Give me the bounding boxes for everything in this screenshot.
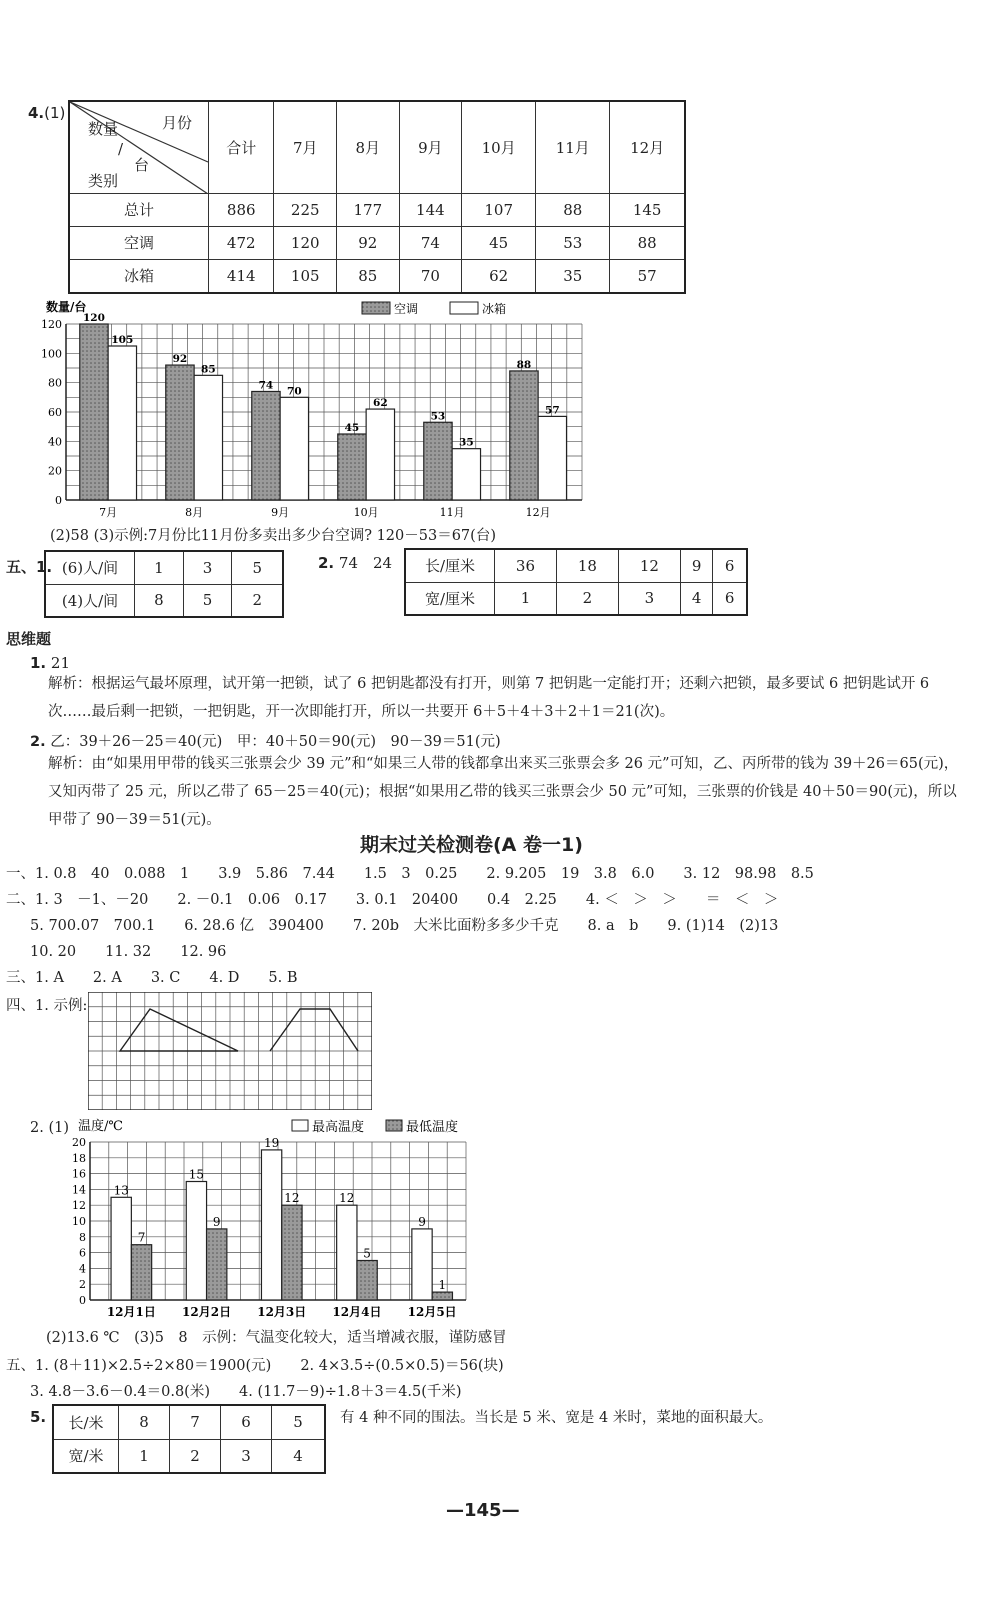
y-tick-label: 2 — [79, 1278, 86, 1292]
bar-value-label: 15 — [188, 1167, 205, 1182]
bar-value-label: 85 — [201, 363, 216, 376]
x-tick-label: 9月 — [271, 506, 290, 519]
y-tick-label: 4 — [79, 1262, 86, 1276]
header-month: 月份 — [162, 114, 193, 132]
cell: 1 — [495, 582, 557, 615]
cell: 107 — [462, 193, 536, 226]
header-qty: 数量 — [88, 120, 119, 138]
header-unit: 台 — [134, 156, 150, 174]
si2-label: 2. (1) — [30, 1120, 69, 1136]
bar-value-label: 74 — [258, 379, 274, 392]
legend-swatch-high — [292, 1120, 308, 1131]
month-header: 合计 — [209, 101, 274, 193]
month-header: 8月 — [337, 101, 400, 193]
siwei-q1-explanation: 解析：根据运气最坏原理，试开第一把锁，试了 6 把钥匙都没有打开，则第 7 把钥匙一定能打开；还剩六把锁，最多要试 6 把钥匙试开 6 次……最后剩一把锁，一把钥匙，开一次即能打开，所以一共要开 6＋5＋4＋3＋2＋1＝21(次)。 — [48, 676, 930, 720]
bar-value-label: 12 — [284, 1191, 300, 1206]
cell: 70 — [399, 259, 462, 293]
bar-value-label: 62 — [373, 397, 388, 410]
bar-空调 — [338, 434, 366, 500]
cell: 57 — [610, 259, 685, 293]
answers-er-2: 5. 700.07 700.1 6. 28.6 亿 390400 7. 20b 大米比面粉多多少千克 8. a b 9. (1)14 (2)13 — [30, 918, 779, 934]
y-axis-title: 温度/℃ — [78, 1119, 123, 1134]
bar-value-label: 7 — [137, 1230, 146, 1245]
cell: 88 — [536, 193, 610, 226]
bar-value-label: 88 — [516, 358, 532, 371]
legend-swatch-fridge — [450, 302, 478, 314]
y-tick-label: 60 — [48, 406, 62, 419]
bar-冰箱 — [280, 397, 308, 500]
y-tick-label: 18 — [72, 1151, 86, 1165]
header-slash: / — [118, 140, 124, 158]
bar-value-label: 12 — [339, 1191, 355, 1206]
bar-value-label: 9 — [212, 1214, 221, 1229]
temperature-bar-chart — [60, 1116, 480, 1326]
triangle-shape — [120, 1009, 238, 1051]
legend-label-high: 最高温度 — [312, 1120, 365, 1135]
x-tick-label: 12月1日 — [106, 1305, 156, 1319]
y-tick-label: 6 — [79, 1246, 86, 1260]
bar-value-label: 53 — [430, 410, 446, 423]
bar-冰箱 — [194, 375, 222, 500]
y-tick-label: 8 — [79, 1230, 86, 1244]
cell: 4 — [680, 582, 713, 615]
month-header: 12月 — [610, 101, 685, 193]
cell: 5 — [232, 551, 283, 584]
bar-空调 — [80, 324, 108, 500]
table-row — [45, 551, 283, 584]
row-label: (6)人/间 — [45, 551, 135, 584]
si1-label: 四、1. 示例: — [6, 998, 88, 1014]
bar-最高温度 — [337, 1205, 357, 1300]
bar-value-label: 57 — [545, 404, 560, 417]
sales-table — [68, 100, 686, 294]
siwei-q2: 2. 乙：39＋26－25＝40(元) 甲：40＋50＝90(元) 90－39＝51(元) — [30, 734, 501, 750]
cell: 3 — [183, 551, 232, 584]
legend-label-low: 最低温度 — [406, 1120, 459, 1135]
bar-冰箱 — [452, 449, 480, 500]
bar-最高温度 — [186, 1182, 206, 1301]
y-tick-label: 40 — [48, 435, 62, 449]
section-title: 思维题 — [6, 630, 52, 648]
cell: 7 — [170, 1405, 221, 1439]
cell: 177 — [337, 193, 400, 226]
y-tick-label: 20 — [72, 1136, 86, 1149]
bar-冰箱 — [366, 409, 394, 500]
shape-grid-drawing — [88, 992, 372, 1110]
q2-answer: 2. 74 24 — [318, 554, 393, 572]
bar-value-label: 1 — [438, 1278, 447, 1293]
row-label: 长/厘米 — [405, 549, 495, 582]
cell: 92 — [337, 226, 400, 259]
y-tick-label: 100 — [41, 347, 62, 361]
bar-value-label: 5 — [363, 1246, 371, 1261]
bar-最低温度 — [357, 1261, 377, 1301]
exam-title: 期末过关检测卷(A 卷一1) — [360, 834, 583, 856]
bar-空调 — [252, 391, 280, 500]
table-row — [405, 549, 747, 582]
x-tick-label: 7月 — [99, 506, 118, 519]
cell: 6 — [221, 1405, 272, 1439]
x-tick-label: 10月 — [353, 506, 379, 519]
page-number: —145— — [446, 1500, 520, 1521]
cell: 120 — [274, 226, 337, 259]
bar-value-label: 13 — [113, 1183, 129, 1198]
y-tick-label: 20 — [48, 464, 62, 478]
cell: 6 — [713, 582, 747, 615]
header-category: 类别 — [88, 172, 119, 190]
legend-label-ac: 空调 — [394, 302, 419, 316]
cell: 4 — [272, 1439, 325, 1473]
answer-line: (2)58 (3)示例:7月份比11月份多卖出多少台空调? 120－53＝67(台) — [50, 528, 496, 544]
wu5-note: 有 4 种不同的围法。当长是 5 米、宽是 4 米时，菜地的面积最大。 — [340, 1410, 773, 1426]
bar-value-label: 120 — [82, 312, 105, 324]
bar-value-label: 92 — [172, 353, 188, 366]
bar-最高温度 — [412, 1229, 432, 1300]
bar-空调 — [424, 422, 452, 500]
x-tick-label: 12月5日 — [407, 1305, 457, 1319]
bar-冰箱 — [108, 346, 136, 500]
table-row — [53, 1405, 325, 1439]
cell: 414 — [209, 259, 274, 293]
cell: 886 — [209, 193, 274, 226]
bar-value-label: 35 — [459, 436, 474, 449]
cell: 2 — [232, 584, 283, 617]
cell: 105 — [274, 259, 337, 293]
month-header: 7月 — [274, 101, 337, 193]
y-tick-label: 120 — [41, 318, 62, 331]
cell: 85 — [337, 259, 400, 293]
row-label: 长/米 — [53, 1405, 119, 1439]
sales-bar-chart — [30, 298, 590, 520]
answers-wu-1: 五、1. (8＋11)×2.5÷2×80＝1900(元) 2. 4×3.5÷(0.5×0.5)＝56(块) — [6, 1358, 504, 1374]
cell: 5 — [183, 584, 232, 617]
y-tick-label: 80 — [48, 376, 62, 390]
month-header: 11月 — [536, 101, 610, 193]
cell: 2 — [170, 1439, 221, 1473]
row-label: 总计 — [69, 193, 209, 226]
siwei-q2-explanation: 解析：由“如果用甲带的钱买三张票会少 39 元”和“如果三人带的钱都拿出来买三张票会多 26 元”可知，乙、丙所带的钱为 39＋26＝65(元)，又知丙带了 25 元，所以乙带了 65－25＝40(元)；根据“如果用乙带的钱买三张票会少 50 元”可知，三张票的价钱是 40＋50＝90(元)，所以甲带了 90－39＝51(元)。 — [48, 756, 959, 828]
table-row — [45, 584, 283, 617]
y-tick-label: 14 — [72, 1183, 86, 1197]
siwei-q1: 1. 21 — [30, 654, 71, 672]
cell: 74 — [399, 226, 462, 259]
legend-label-fridge: 冰箱 — [482, 302, 507, 316]
bar-value-label: 19 — [263, 1135, 280, 1150]
cell: 144 — [399, 193, 462, 226]
x-tick-label: 8月 — [185, 506, 204, 519]
cell: 5 — [272, 1405, 325, 1439]
cell: 36 — [495, 549, 557, 582]
table-row — [53, 1439, 325, 1473]
cell: 6 — [713, 549, 747, 582]
cell: 53 — [536, 226, 610, 259]
cell: 62 — [462, 259, 536, 293]
table-row — [69, 193, 685, 226]
bar-空调 — [166, 365, 194, 500]
cell: 2 — [556, 582, 618, 615]
bar-最高温度 — [261, 1150, 281, 1300]
x-tick-label: 12月4日 — [332, 1305, 382, 1319]
row-label: (4)人/间 — [45, 584, 135, 617]
month-header: 9月 — [399, 101, 462, 193]
cell: 3 — [221, 1439, 272, 1473]
legend-swatch-ac — [362, 302, 390, 314]
cell: 45 — [462, 226, 536, 259]
legend-swatch-low — [386, 1120, 402, 1131]
answers-wu-2: 3. 4.8－3.6－0.4＝0.8(米) 4. (11.7－9)÷1.8＋3＝4.5(千米) — [30, 1384, 462, 1400]
bar-最低温度 — [282, 1205, 302, 1300]
bar-最低温度 — [131, 1245, 151, 1300]
chart2-answer: (2)13.6 ℃ (3)5 8 示例：气温变化较大，适当增减衣服，谨防感冒 — [46, 1330, 507, 1346]
x-tick-label: 12月2日 — [182, 1305, 232, 1319]
cell: 3 — [618, 582, 680, 615]
people-room-table — [44, 550, 284, 618]
cell: 225 — [274, 193, 337, 226]
answers-yi: 一、1. 0.8 40 0.088 1 3.9 5.86 7.44 1.5 3 0.25 2. 9.205 19 3.8 6.0 3. 12 98.98 8.5 — [6, 866, 814, 882]
bar-空调 — [510, 371, 538, 500]
y-tick-label: 16 — [72, 1167, 86, 1181]
cell: 12 — [618, 549, 680, 582]
cell: 18 — [556, 549, 618, 582]
x-tick-label: 11月 — [439, 506, 465, 519]
bar-最低温度 — [432, 1292, 452, 1300]
y-axis-title: 数量/台 — [46, 300, 87, 314]
bar-最低温度 — [207, 1229, 227, 1300]
trapezoid-shape — [270, 1009, 358, 1051]
y-tick-label: 12 — [72, 1199, 86, 1213]
bar-最高温度 — [111, 1197, 131, 1300]
section-label: 五、1. — [6, 558, 53, 576]
answers-san: 三、1. A 2. A 3. C 4. D 5. B — [6, 970, 298, 986]
cell: 88 — [610, 226, 685, 259]
bar-value-label: 70 — [287, 385, 302, 398]
cell: 8 — [135, 584, 184, 617]
bar-value-label: 45 — [344, 422, 360, 434]
x-tick-label: 12月3日 — [257, 1305, 307, 1319]
table-row — [405, 582, 747, 615]
fence-table — [52, 1404, 326, 1474]
x-tick-label: 12月 — [525, 506, 551, 519]
cell: 1 — [135, 551, 184, 584]
cell: 145 — [610, 193, 685, 226]
answers-er-1: 二、1. 3 －1、－20 2. －0.1 0.06 0.17 3. 0.1 20400 0.4 2.25 4. ＜ ＞ ＞ ＝ ＜ ＞ — [6, 892, 779, 908]
wu5-label: 5. — [30, 1408, 47, 1426]
answers-er-3: 10. 20 11. 32 12. 96 — [30, 944, 227, 960]
table-row — [69, 226, 685, 259]
bar-冰箱 — [538, 416, 566, 500]
row-label: 空调 — [69, 226, 209, 259]
cell: 472 — [209, 226, 274, 259]
question-label: 4.(1) — [28, 104, 66, 122]
y-tick-label: 0 — [79, 1294, 86, 1307]
bar-value-label: 9 — [418, 1214, 426, 1229]
cell: 9 — [680, 549, 713, 582]
length-width-table — [404, 548, 748, 616]
cell: 35 — [536, 259, 610, 293]
cell: 1 — [119, 1439, 170, 1473]
diagonal-header-cell — [69, 101, 209, 193]
y-tick-label: 0 — [55, 494, 62, 507]
y-tick-label: 10 — [72, 1215, 86, 1228]
bar-value-label: 105 — [111, 334, 134, 346]
month-header: 10月 — [462, 101, 536, 193]
table-row — [69, 259, 685, 293]
row-label: 宽/米 — [53, 1439, 119, 1473]
row-label: 冰箱 — [69, 259, 209, 293]
cell: 8 — [119, 1405, 170, 1439]
row-label: 宽/厘米 — [405, 582, 495, 615]
